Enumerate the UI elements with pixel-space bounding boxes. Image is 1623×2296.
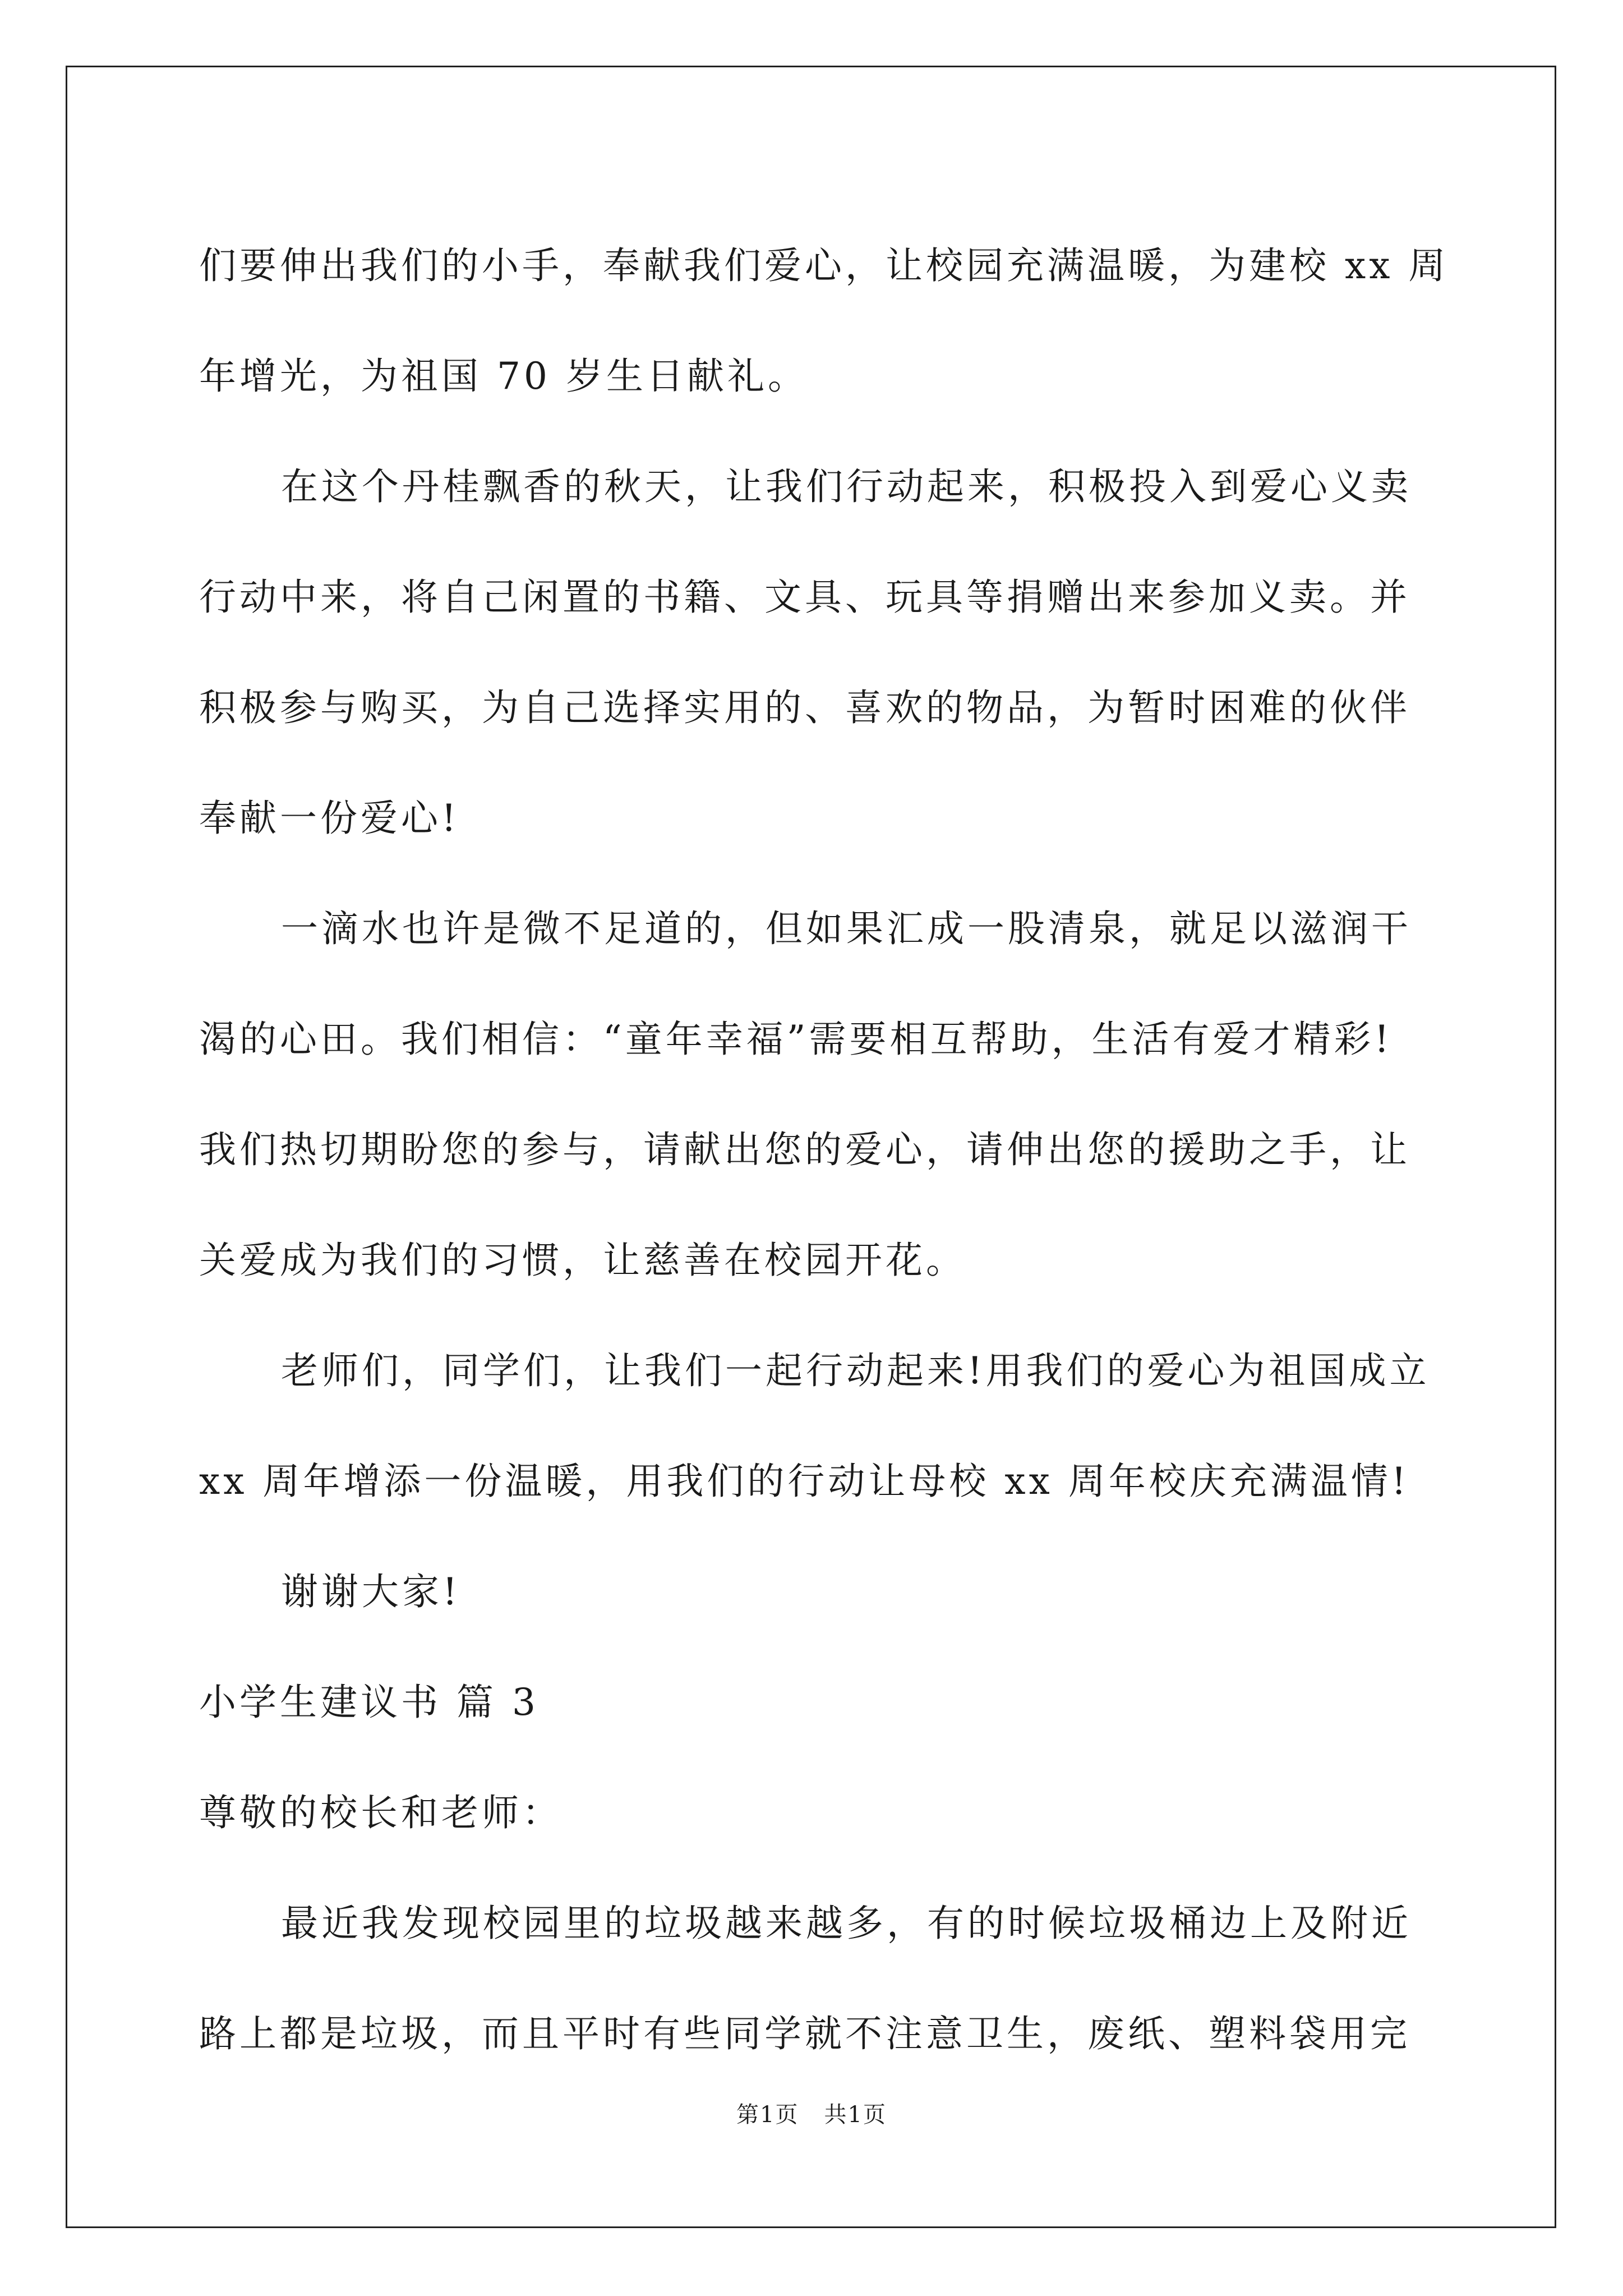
page-number-current: 第1页 (736, 2102, 799, 2128)
text-line: 行动中来，将自己闲置的书籍、文具、玩具等捐赠出来参加义卖。并 (199, 576, 1410, 619)
text-line: 关爱成为我们的习惯，让慈善在校园开花。 (199, 1239, 966, 1282)
paragraph-start-line: 最近我发现校园里的垃圾越来越多，有的时候垃圾桶边上及附近 (281, 1902, 1412, 1945)
text-line: 奉献一份爱心! (199, 797, 460, 840)
page-number-total: 共1页 (824, 2102, 887, 2128)
page-footer (0, 2097, 1623, 2129)
closing-line: 谢谢大家! (281, 1570, 461, 1613)
text-line: 积极参与购买，为自己选择实用的、喜欢的物品，为暂时困难的伙伴 (199, 686, 1410, 729)
text-line: 路上都是垃圾，而且平时有些同学就不注意卫生，废纸、塑料袋用完 (199, 2012, 1410, 2055)
text-line: 渴的心田。我们相信：“童年幸福”需要相互帮助，生活有爱才精彩! (199, 1018, 1393, 1061)
salutation: 尊敬的校长和老师： (199, 1791, 562, 1834)
paragraph-start-line: 在这个丹桂飘香的秋天，让我们行动起来，积极投入到爱心义卖 (281, 465, 1412, 508)
paragraph-start-line: 一滴水也许是微不足道的，但如果汇成一股清泉，就足以滋润干 (281, 907, 1412, 950)
document-body (199, 210, 1449, 2089)
paragraph-start-line: 老师们，同学们，让我们一起行动起来!用我们的爱心为祖国成立 (281, 1349, 1430, 1392)
section-heading: 小学生建议书 篇 3 (199, 1681, 539, 1724)
text-line: 我们热切期盼您的参与，请献出您的爱心，请伸出您的援助之手，让 (199, 1128, 1410, 1171)
text-line: 年增光，为祖国 70 岁生日献礼。 (199, 355, 808, 398)
text-line: xx 周年增添一份温暖，用我们的行动让母校 xx 周年校庆充满温情! (199, 1460, 1410, 1503)
text-line: 们要伸出我们的小手，奉献我们爱心，让校园充满温暖，为建校 xx 周 (199, 244, 1449, 287)
